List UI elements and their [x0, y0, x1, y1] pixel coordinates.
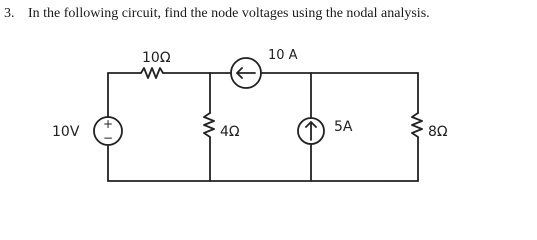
label-10v: 10V: [52, 124, 80, 140]
polarity-plus: +: [102, 117, 114, 131]
question-text: In the following circuit, find the node voltages using the nodal analysis.: [28, 6, 430, 21]
resistor-4-ohm: [204, 113, 214, 137]
resistor-8-ohm: [412, 113, 422, 137]
label-4-ohm: 4Ω: [220, 124, 240, 140]
polarity-minus: −: [102, 131, 114, 145]
label-8-ohm: 8Ω: [428, 124, 448, 140]
arrow-left-icon: [237, 68, 255, 78]
label-5a: 5A: [334, 119, 353, 135]
label-10a: 10 A: [268, 48, 298, 63]
label-10-ohm: 10Ω: [142, 50, 171, 66]
resistor-10-ohm: [141, 68, 163, 78]
arrow-up-icon: [306, 122, 316, 140]
question-number: 3.: [4, 6, 15, 21]
